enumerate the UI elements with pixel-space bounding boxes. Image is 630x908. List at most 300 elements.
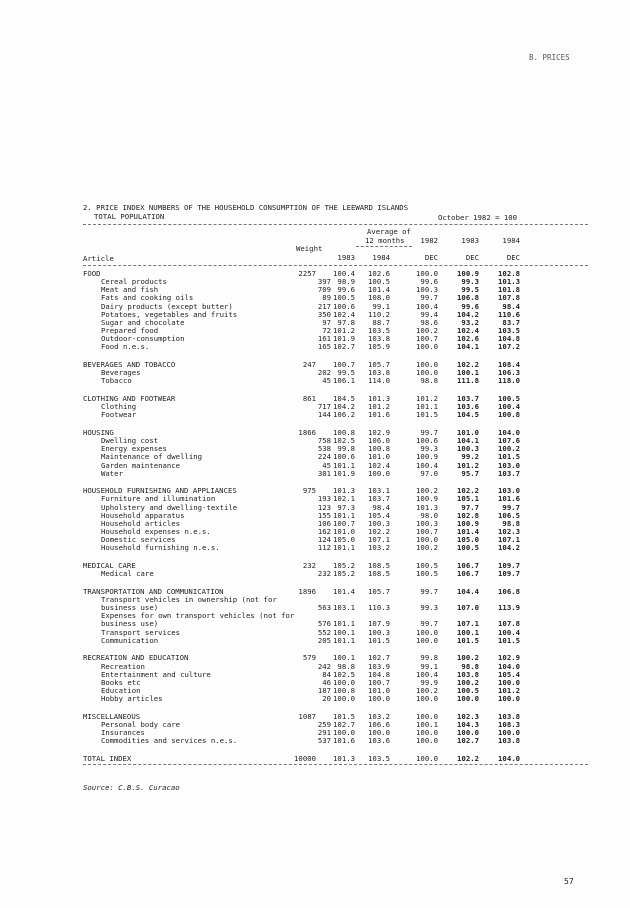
avg-1984-cell: 101.0 <box>368 685 390 695</box>
weight-cell: 1866 <box>298 427 316 437</box>
weight-cell: 20 <box>322 694 331 704</box>
article-label: Fats and cooking oils <box>101 293 194 303</box>
avg-1984-cell: 100.0 <box>368 728 390 738</box>
avg-1983-cell: 102.7 <box>333 342 355 352</box>
dec-1983-cell: 100.5 <box>457 685 479 695</box>
dec-1983-cell: 99.2 <box>461 452 479 462</box>
weight-cell: 124 <box>317 535 331 545</box>
dec-1984-cell: 100.4 <box>498 402 520 412</box>
dec-1982-cell: 99.6 <box>420 277 438 287</box>
article-label-cont: business use) <box>101 603 159 613</box>
group-row <box>0 654 630 662</box>
weight-cell: 576 <box>317 619 331 629</box>
table-row <box>0 671 630 679</box>
table-row <box>0 303 630 311</box>
dec-1983-cell: 103.8 <box>457 669 479 679</box>
dec-1983-cell: 101.5 <box>457 635 479 645</box>
avg-1983-cell: 98.9 <box>337 277 355 287</box>
header-avg-1984: 1984 <box>372 253 390 262</box>
dec-1983-cell: 100.0 <box>457 728 479 738</box>
table-row <box>0 729 630 737</box>
table-row <box>0 695 630 703</box>
dec-1984-cell: 104.0 <box>498 661 520 671</box>
dec-1982-cell: 100.5 <box>416 561 438 570</box>
dec-1982-cell: 99.8 <box>420 653 438 663</box>
avg-1983-cell: 101.5 <box>333 711 355 721</box>
dec-1984-cell: 103.8 <box>498 736 520 746</box>
group-row <box>0 562 630 570</box>
dec-1983-cell: 100.3 <box>457 444 479 454</box>
avg-1983-cell: 101.0 <box>333 527 355 537</box>
table-row <box>0 512 630 520</box>
article-label: Household apparatus <box>101 510 185 520</box>
weight-cell: 2257 <box>298 269 316 278</box>
dec-1982-cell: 100.0 <box>416 342 438 352</box>
dec-1982-cell: 100.2 <box>416 486 438 496</box>
dec-1983-cell: 102.3 <box>457 711 479 721</box>
header-1984: 1984 <box>502 236 520 245</box>
dec-1984-cell: 103.5 <box>498 326 520 336</box>
dec-1982-cell: 100.0 <box>416 627 438 637</box>
base-period: October 1982 = 100 <box>438 213 518 222</box>
avg-1983-cell: 102.1 <box>333 494 355 504</box>
avg-1983-cell: 101.9 <box>333 468 355 478</box>
dec-1983-cell: 100.1 <box>457 368 479 378</box>
table-row <box>0 544 630 552</box>
dec-1982-cell: 99.4 <box>420 309 438 319</box>
dec-1982-cell: 100.0 <box>416 368 438 378</box>
table-row <box>0 377 630 385</box>
dec-1982-cell: 100.0 <box>416 711 438 721</box>
article-label: Transport vehicles in ownership (not for <box>101 594 277 604</box>
table-row <box>0 536 630 544</box>
avg-1984-cell: 107.1 <box>368 535 390 545</box>
article-label: Commodities and services n.e.s. <box>101 736 238 746</box>
article-label: Personal body care <box>101 719 181 729</box>
dec-1984-cell: 103.8 <box>498 711 520 721</box>
table-row <box>0 445 630 453</box>
dec-1982-cell: 99.7 <box>420 586 438 596</box>
page-number: 57 <box>564 877 574 886</box>
avg-1984-cell: 102.7 <box>368 653 390 663</box>
table-row <box>0 327 630 335</box>
article-label: Meat and fish <box>101 285 159 295</box>
article-label: Education <box>101 685 141 695</box>
dec-1984-cell: 103.0 <box>498 486 520 496</box>
weight-cell: 72 <box>322 326 331 336</box>
table-row <box>0 520 630 528</box>
avg-1984-cell: 101.2 <box>368 402 390 412</box>
dec-1982-cell: 100.5 <box>416 569 438 579</box>
weight-cell: 301 <box>317 468 331 478</box>
dec-1984-cell: 100.5 <box>498 393 520 403</box>
group-row <box>0 270 630 278</box>
avg-1984-cell: 106.0 <box>368 436 390 446</box>
avg-1983-cell: 106.2 <box>333 410 355 420</box>
article-label: Energy expenses <box>101 444 167 454</box>
article-label: Domestic services <box>101 535 176 545</box>
table-row <box>0 596 630 604</box>
dec-1983-cell: 106.7 <box>457 569 479 579</box>
dec-1984-cell: 100.8 <box>498 410 520 420</box>
article-label: Beverages <box>101 368 141 378</box>
dec-1982-cell: 99.7 <box>420 427 438 437</box>
avg-1984-cell: 103.9 <box>368 661 390 671</box>
dec-1983-cell: 99.5 <box>461 285 479 295</box>
avg-1983-cell: 101.1 <box>333 510 355 520</box>
group-row <box>0 755 630 763</box>
avg-1983-cell: 99.8 <box>337 444 355 454</box>
avg-1983-cell: 101.4 <box>333 586 355 596</box>
table-row <box>0 411 630 419</box>
weight-cell: 861 <box>302 393 316 403</box>
avg-1984-cell: 108.0 <box>368 293 390 303</box>
avg-1983-cell: 100.7 <box>333 360 355 369</box>
dec-1984-cell: 101.6 <box>498 494 520 504</box>
avg-1983-cell: 100.4 <box>333 269 355 278</box>
article-label: Water <box>101 468 123 478</box>
dec-1983-cell: 99.3 <box>461 277 479 287</box>
dec-1984-cell: 108.3 <box>498 719 520 729</box>
article-label: Outdoor-consumption <box>101 334 185 344</box>
weight-cell: 232 <box>317 569 331 579</box>
avg-1984-cell: 105.7 <box>368 360 390 369</box>
article-label: Tobacco <box>101 376 132 386</box>
article-label: Dairy products (except butter) <box>101 301 233 311</box>
table-row <box>0 495 630 503</box>
avg-1984-cell: 105.7 <box>368 586 390 596</box>
weight-cell: 155 <box>317 510 331 520</box>
dec-1982-cell: 100.2 <box>416 326 438 336</box>
dec-1982-cell: 98.0 <box>420 510 438 520</box>
avg-1983-cell: 101.6 <box>333 736 355 746</box>
table-subtitle: TOTAL POPULATION <box>94 212 165 221</box>
header-dec-1983: DEC <box>465 253 479 262</box>
weight-cell: 97 <box>322 317 331 327</box>
header-1983: 1983 <box>461 236 479 245</box>
header-article: Article <box>83 254 114 263</box>
dec-1984-cell: 109.7 <box>498 569 520 579</box>
table-row <box>0 637 630 645</box>
avg-1984-cell: 110.3 <box>368 603 390 613</box>
dec-1983-cell: 100.9 <box>457 518 479 528</box>
dec-1982-cell: 100.3 <box>416 518 438 528</box>
dec-1984-cell: 108.4 <box>498 360 520 369</box>
dec-1984-cell: 104.2 <box>498 543 520 553</box>
avg-1984-cell: 102.4 <box>368 460 390 470</box>
dec-1983-cell: 97.7 <box>461 502 479 512</box>
dec-1982-cell: 98.8 <box>420 376 438 386</box>
weight-cell: 350 <box>317 309 331 319</box>
dec-1983-cell: 98.8 <box>461 661 479 671</box>
dec-1984-cell: 103.0 <box>498 460 520 470</box>
dec-1983-cell: 107.1 <box>457 619 479 629</box>
avg-1984-cell: 108.5 <box>368 561 390 570</box>
avg-1984-cell: 110.2 <box>368 309 390 319</box>
weight-cell: 106 <box>317 518 331 528</box>
dec-1984-cell: 103.7 <box>498 468 520 478</box>
table-row <box>0 612 630 620</box>
avg-1983-cell: 100.7 <box>333 518 355 528</box>
weight-cell: 10000 <box>294 753 316 763</box>
dec-1982-cell: 100.0 <box>416 269 438 278</box>
table-row <box>0 369 630 377</box>
dec-1983-cell: 103.6 <box>457 402 479 412</box>
article-label: Insurances <box>101 728 145 738</box>
dec-1983-cell: 100.9 <box>457 269 479 278</box>
dec-1983-cell: 105.0 <box>457 535 479 545</box>
table-row <box>0 620 630 628</box>
source-note: Source: C.B.S. Curacao <box>83 783 180 792</box>
weight-cell: 291 <box>317 728 331 738</box>
divider <box>83 224 588 225</box>
dec-1982-cell: 99.9 <box>420 677 438 687</box>
avg-1983-cell: 101.1 <box>333 460 355 470</box>
table-row <box>0 335 630 343</box>
table-row <box>0 528 630 536</box>
dec-1982-cell: 99.3 <box>420 444 438 454</box>
article-label: FOOD <box>83 269 101 278</box>
weight-cell: 84 <box>322 669 331 679</box>
weight-cell: 165 <box>317 342 331 352</box>
article-label: Communication <box>101 635 159 645</box>
dec-1982-cell: 100.4 <box>416 460 438 470</box>
table-row <box>0 294 630 302</box>
dec-1984-cell: 99.7 <box>502 502 520 512</box>
weight-cell: 45 <box>322 376 331 386</box>
dec-1983-cell: 104.2 <box>457 309 479 319</box>
dec-1982-cell: 100.0 <box>416 753 438 763</box>
group-row <box>0 588 630 596</box>
article-label: Garden maintenance <box>101 460 181 470</box>
weight-cell: 205 <box>317 635 331 645</box>
avg-1984-cell: 104.8 <box>368 669 390 679</box>
article-label: Expenses for own transport vehicles (not for <box>101 611 295 621</box>
avg-1984-cell: 102.9 <box>368 427 390 437</box>
header-dec-1982: DEC <box>424 253 438 262</box>
avg-1983-cell: 100.0 <box>333 694 355 704</box>
running-head: B. PRICES <box>529 53 570 62</box>
dec-1983-cell: 104.3 <box>457 719 479 729</box>
dec-1982-cell: 101.2 <box>416 393 438 403</box>
dec-1984-cell: 118.0 <box>498 376 520 386</box>
dec-1982-cell: 100.0 <box>416 535 438 545</box>
dec-1982-cell: 100.4 <box>416 669 438 679</box>
avg-1984-cell: 100.8 <box>368 444 390 454</box>
weight-cell: 758 <box>317 436 331 446</box>
weight-cell: 46 <box>322 677 331 687</box>
table-row <box>0 462 630 470</box>
dec-1982-cell: 100.9 <box>416 452 438 462</box>
dec-1984-cell: 105.4 <box>498 669 520 679</box>
table-row <box>0 604 630 612</box>
article-label: Entertainment and culture <box>101 669 211 679</box>
header-12-months: 12 months <box>365 236 405 245</box>
avg-1983-cell: 101.9 <box>333 334 355 344</box>
weight-cell: 975 <box>302 486 316 496</box>
avg-1984-cell: 106.6 <box>368 719 390 729</box>
dec-1982-cell: 98.6 <box>420 317 438 327</box>
article-label: TOTAL INDEX <box>83 753 132 763</box>
weight-cell: 242 <box>317 661 331 671</box>
dec-1984-cell: 113.9 <box>498 603 520 613</box>
group-row <box>0 713 630 721</box>
dec-1984-cell: 101.8 <box>498 285 520 295</box>
table-row <box>0 629 630 637</box>
weight-cell: 224 <box>317 452 331 462</box>
dec-1982-cell: 100.1 <box>416 719 438 729</box>
dec-1983-cell: 102.2 <box>457 486 479 496</box>
avg-1983-cell: 100.5 <box>333 293 355 303</box>
weight-cell: 144 <box>317 410 331 420</box>
dec-1984-cell: 100.2 <box>498 444 520 454</box>
table-row <box>0 286 630 294</box>
avg-1983-cell: 104.2 <box>333 402 355 412</box>
article-label: BEVERAGES AND TOBACCO <box>83 360 176 369</box>
avg-1983-cell: 106.1 <box>333 376 355 386</box>
table-row <box>0 663 630 671</box>
dec-1982-cell: 101.3 <box>416 502 438 512</box>
dec-1983-cell: 102.4 <box>457 326 479 336</box>
article-label: Prepared food <box>101 326 159 336</box>
dec-1982-cell: 100.0 <box>416 360 438 369</box>
avg-1983-cell: 101.2 <box>333 326 355 336</box>
dec-1984-cell: 106.8 <box>498 586 520 596</box>
avg-1983-cell: 101.3 <box>333 753 355 763</box>
article-label: Household expenses n.e.s. <box>101 527 211 537</box>
table-row <box>0 319 630 327</box>
dec-1984-cell: 98.8 <box>502 518 520 528</box>
avg-1984-cell: 105.4 <box>368 510 390 520</box>
avg-1983-cell: 103.1 <box>333 603 355 613</box>
avg-1984-cell: 100.3 <box>368 518 390 528</box>
dec-1984-cell: 83.7 <box>502 317 520 327</box>
avg-1984-cell: 102.6 <box>368 269 390 278</box>
avg-1984-cell: 99.1 <box>372 301 390 311</box>
weight-cell: 259 <box>317 719 331 729</box>
avg-1984-cell: 103.5 <box>368 753 390 763</box>
header-dec-1984: DEC <box>506 253 520 262</box>
dec-1983-cell: 104.5 <box>457 410 479 420</box>
avg-1984-cell: 103.1 <box>368 486 390 496</box>
dec-1984-cell: 107.8 <box>498 293 520 303</box>
dec-1984-cell: 100.4 <box>498 627 520 637</box>
dec-1983-cell: 102.6 <box>457 334 479 344</box>
dec-1983-cell: 102.2 <box>457 360 479 369</box>
dec-1984-cell: 106.3 <box>498 368 520 378</box>
table-row <box>0 679 630 687</box>
dec-1983-cell: 106.8 <box>457 293 479 303</box>
header-avg-1983: 1983 <box>337 253 355 262</box>
divider <box>83 764 588 765</box>
dec-1982-cell: 100.7 <box>416 527 438 537</box>
avg-1983-cell: 104.5 <box>333 393 355 403</box>
article-label: HOUSEHOLD FURNISHING AND APPLIANCES <box>83 486 237 496</box>
article-label: Medical care <box>101 569 154 579</box>
avg-1984-cell: 103.6 <box>368 736 390 746</box>
dec-1984-cell: 109.7 <box>498 561 520 570</box>
avg-1983-cell: 97.3 <box>337 502 355 512</box>
avg-1984-cell: 100.7 <box>368 677 390 687</box>
dec-1982-cell: 99.7 <box>420 619 438 629</box>
weight-cell: 717 <box>317 402 331 412</box>
dec-1983-cell: 104.4 <box>457 586 479 596</box>
avg-1983-cell: 100.6 <box>333 452 355 462</box>
dec-1984-cell: 107.6 <box>498 436 520 446</box>
dec-1984-cell: 101.5 <box>498 452 520 462</box>
article-label-cont: business use) <box>101 619 159 629</box>
dec-1982-cell: 100.2 <box>416 543 438 553</box>
weight-cell: 202 <box>317 368 331 378</box>
table-row <box>0 570 630 578</box>
article-label: Potatoes, vegetables and fruits <box>101 309 238 319</box>
avg-1983-cell: 100.8 <box>333 427 355 437</box>
avg-1984-cell: 101.6 <box>368 410 390 420</box>
avg-1984-cell: 100.5 <box>368 277 390 287</box>
dec-1984-cell: 107.1 <box>498 535 520 545</box>
avg-1984-cell: 98.4 <box>372 502 390 512</box>
article-label: HOUSING <box>83 427 114 437</box>
table-row <box>0 687 630 695</box>
header-1982: 1982 <box>420 236 438 245</box>
weight-cell: 89 <box>322 293 331 303</box>
table-row <box>0 403 630 411</box>
dec-1984-cell: 100.0 <box>498 728 520 738</box>
table-row <box>0 278 630 286</box>
weight-cell: 1087 <box>298 711 316 721</box>
article-label: Footwear <box>101 410 137 420</box>
avg-1983-cell: 101.1 <box>333 619 355 629</box>
dec-1983-cell: 104.1 <box>457 342 479 352</box>
avg-1984-cell: 102.2 <box>368 527 390 537</box>
dec-1982-cell: 100.2 <box>416 685 438 695</box>
dec-1982-cell: 101.5 <box>416 410 438 420</box>
weight-cell: 563 <box>317 603 331 613</box>
avg-1983-cell: 102.5 <box>333 436 355 446</box>
table-row <box>0 721 630 729</box>
dec-1982-cell: 97.0 <box>420 468 438 478</box>
dec-1984-cell: 101.3 <box>498 277 520 287</box>
dec-1983-cell: 105.1 <box>457 494 479 504</box>
dec-1982-cell: 100.9 <box>416 494 438 504</box>
weight-cell: 397 <box>317 277 331 287</box>
dec-1984-cell: 101.2 <box>498 685 520 695</box>
group-row <box>0 361 630 369</box>
article-label: Furniture and illumination <box>101 494 216 504</box>
weight-cell: 538 <box>317 444 331 454</box>
dec-1983-cell: 102.8 <box>457 510 479 520</box>
avg-1984-cell: 101.4 <box>368 285 390 295</box>
article-label: RECREATION AND EDUCATION <box>83 653 189 663</box>
weight-cell: 112 <box>317 543 331 553</box>
dec-1982-cell: 100.0 <box>416 635 438 645</box>
divider <box>83 265 588 266</box>
dec-1984-cell: 102.8 <box>498 269 520 278</box>
dec-1983-cell: 111.8 <box>457 376 479 386</box>
article-label: CLOTHING AND FOOTWEAR <box>83 393 176 403</box>
avg-1984-cell: 103.8 <box>368 368 390 378</box>
header-weight: Weight <box>296 244 323 253</box>
dec-1982-cell: 99.7 <box>420 293 438 303</box>
dec-1983-cell: 103.7 <box>457 393 479 403</box>
article-label: Transport services <box>101 627 181 637</box>
dec-1983-cell: 95.7 <box>461 468 479 478</box>
dec-1982-cell: 100.3 <box>416 285 438 295</box>
dec-1983-cell: 100.0 <box>457 694 479 704</box>
dec-1983-cell: 100.1 <box>457 627 479 637</box>
table-row <box>0 470 630 478</box>
group-row <box>0 487 630 495</box>
